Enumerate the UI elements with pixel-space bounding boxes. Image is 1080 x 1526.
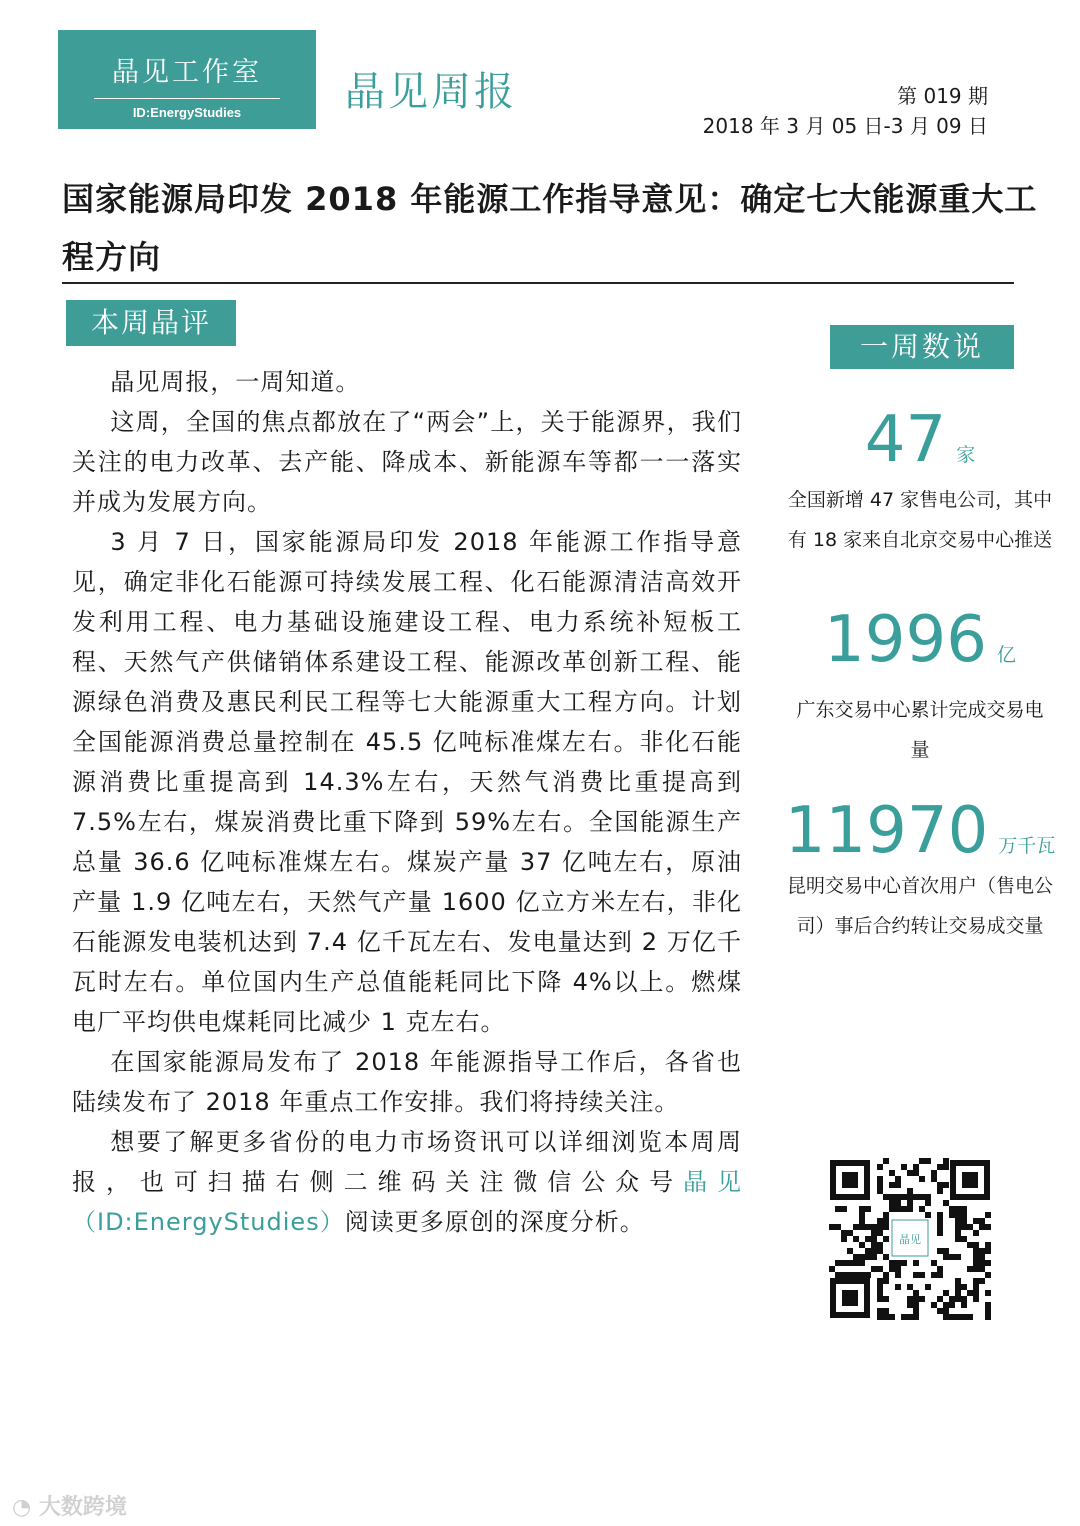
account-link[interactable]: 晶见（ID:EnergyStudies） [72, 1168, 743, 1236]
issue-number: 第 019 期 [897, 84, 988, 108]
date-range: 2018 年 3 月 05 日-3 月 09 日 [702, 114, 988, 138]
stat-item [780, 796, 1060, 946]
paragraph: 3 月 7 日，国家能源局印发 2018 年能源工作指导意见，确定非化石能源可持续发展工程、化石能源清洁高效开发利用工程、电力基础设施建设工程、电力系统补短板工程、天然气产供储销体系建设工程、能源改革创新工程、能源绿色消费及惠民利民工程等七大能源重大工程方向。计划全国能源消费总量控制在 45.5 亿吨标准煤左右。非化石能源消费比重提高到 14.3%左右，天然气消费比重提高到 7.5%左右，煤炭消费比重下降到 59%左右。全国能源生产总量 36.6 亿吨标准煤左右。煤炭产量 37 亿吨左右，原油产量 1.9 亿吨左右，天然气产量 1600 亿立方米左右，非化石能源发电装机达到 7.4 亿千瓦左右、发电量达到 2 万亿千瓦时左右。单位国内生产总值能耗同比下降 4%以上。燃煤电厂平均供电煤耗同比减少 1 克左右。 [72, 528, 742, 1036]
logo-id: ID:EnergyStudies [132, 105, 242, 120]
qr-center-label: 晶见 [899, 1233, 921, 1246]
paragraph: 这周，全国的焦点都放在了“两会”上，关于能源界，我们关注的电力改革、去产能、降成本、新能源车等都一一落实并成为发展方向。 [72, 408, 742, 516]
stat-number: 47 [864, 403, 947, 477]
watermark [12, 1490, 127, 1521]
stat-description: 昆明交易中心首次用户（售电公司）事后合约转让交易成交量 [786, 875, 1053, 937]
article-body [72, 362, 742, 1242]
stat-unit: 亿 [996, 644, 1016, 666]
qr-code[interactable] [828, 1158, 992, 1320]
section-tag-stats: 一周数说 [830, 325, 1014, 369]
paragraph-text: 阅读更多原创的深度分析。 [344, 1208, 645, 1236]
stat-unit: 家 [956, 444, 976, 466]
stat-description: 全国新增 47 家售电公司，其中有 18 家来自北京交易中心推送 [787, 489, 1053, 551]
paragraph: 在国家能源局发布了 2018 年能源指导工作后，各省也陆续发布了 2018 年重点工作安排。我们将持续关注。 [72, 1048, 742, 1116]
headline-divider [62, 282, 1014, 284]
stat-number: 1996 [824, 603, 987, 677]
watermark-logo-icon: ◔ [12, 1495, 32, 1520]
stat-item [780, 400, 1060, 600]
stats-sidebar [780, 400, 1060, 946]
watermark-text: 大数跨境 [38, 1495, 127, 1520]
stat-item [780, 600, 1060, 796]
logo-divider [94, 98, 280, 99]
paragraph [72, 1122, 742, 1242]
section-tag-review: 本周晶评 [66, 300, 236, 346]
logo-title: 晶见工作室 [112, 57, 262, 88]
stat-description: 广东交易中心累计完成交易电量 [796, 699, 1044, 761]
stat-number: 11970 [784, 794, 989, 868]
stat-unit: 万千瓦 [998, 835, 1056, 857]
headline: 国家能源局印发 2018 年能源工作指导意见：确定七大能源重大工程方向 [62, 180, 1038, 276]
brand-logo [58, 30, 316, 129]
paragraph-text: 想要了解更多省份的电力市场资讯可以详细浏览本周周报，也可扫描右侧二维码关注微信公众号 [72, 1128, 742, 1196]
paragraph: 晶见周报，一周知道。 [110, 368, 361, 396]
publication-title: 晶见周报 [345, 69, 517, 115]
